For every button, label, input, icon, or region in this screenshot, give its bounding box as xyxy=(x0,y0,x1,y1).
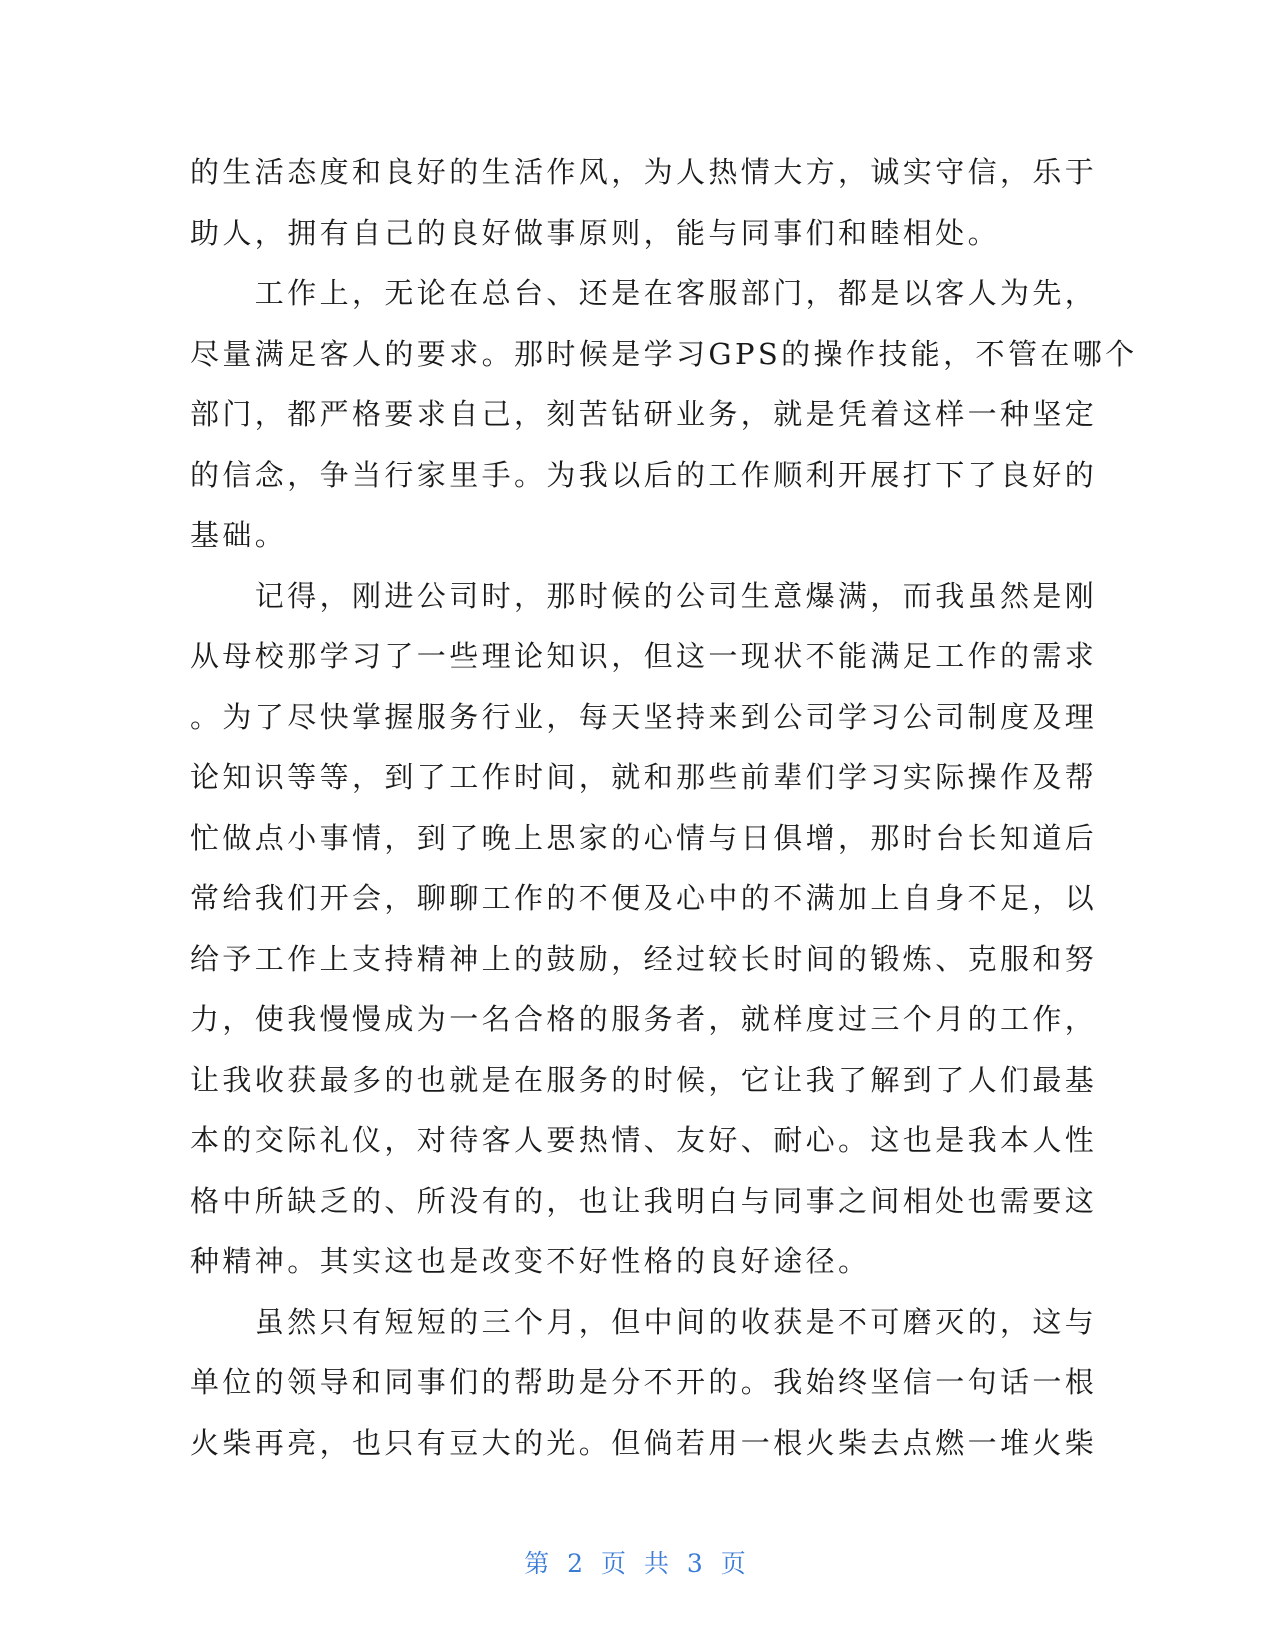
text-line: 部门，都严格要求自己，刻苦钻研业务，就是凭着这样一种坚定 xyxy=(190,397,1098,431)
text-line: 的生活态度和良好的生活作风，为人热情大方，诚实守信，乐于 xyxy=(190,155,1098,189)
text-line: 种精神。其实这也是改变不好性格的良好途径。 xyxy=(190,1244,871,1278)
text-line: 基础。 xyxy=(190,518,288,552)
text-line: 常给我们开会，聊聊工作的不便及心中的不满加上自身不足，以 xyxy=(190,881,1098,915)
text-line: 助人，拥有自己的良好做事原则，能与同事们和睦相处。 xyxy=(190,215,1001,250)
text-line: 单位的领导和同事们的帮助是分不开的。我始终坚信一句话一根 xyxy=(190,1365,1098,1399)
text-line: 本的交际礼仪，对待客人要热情、友好、耐心。这也是我本人性 xyxy=(190,1123,1098,1157)
text-line: 格中所缺乏的、所没有的，也让我明白与同事之间相处也需要这 xyxy=(190,1183,1098,1218)
text-line: 让我收获最多的也就是在服务的时候，它让我了解到了人们最基 xyxy=(190,1062,1098,1097)
text-line: 力，使我慢慢成为一名合格的服务者，就样度过三个月的工作， xyxy=(190,1002,1098,1036)
text-line: 工作上，无论在总台、还是在客服部门，都是以客人为先， xyxy=(190,276,1098,310)
page-number-footer: 第 2 页 共 3 页 xyxy=(524,1549,751,1578)
text-line: 的信念，争当行家里手。为我以后的工作顺利开展打下了良好的 xyxy=(190,457,1098,492)
text-line: 忙做点小事情，到了晚上思家的心情与日俱增，那时台长知道后 xyxy=(190,820,1098,855)
text-line: 虽然只有短短的三个月，但中间的收获是不可磨灭的，这与 xyxy=(190,1304,1098,1339)
text-line: 给予工作上支持精神上的鼓励，经过较长时间的锻炼、克服和努 xyxy=(190,941,1098,976)
text-line: 。为了尽快掌握服务行业，每天坚持来到公司学习公司制度及理 xyxy=(190,699,1098,734)
text-line: 尽量满足客人的要求。那时候是学习GPS的操作技能，不管在哪个 xyxy=(190,336,1138,371)
text-line: 论知识等等，到了工作时间，就和那些前辈们学习实际操作及帮 xyxy=(190,760,1098,794)
text-line: 记得，刚进公司时，那时候的公司生意爆满，而我虽然是刚 xyxy=(190,578,1098,613)
text-line: 从母校那学习了一些理论知识，但这一现状不能满足工作的需求 xyxy=(190,639,1098,673)
text-line: 火柴再亮，也只有豆大的光。但倘若用一根火柴去点燃一堆火柴 xyxy=(190,1425,1098,1460)
body-text xyxy=(190,142,1138,1473)
